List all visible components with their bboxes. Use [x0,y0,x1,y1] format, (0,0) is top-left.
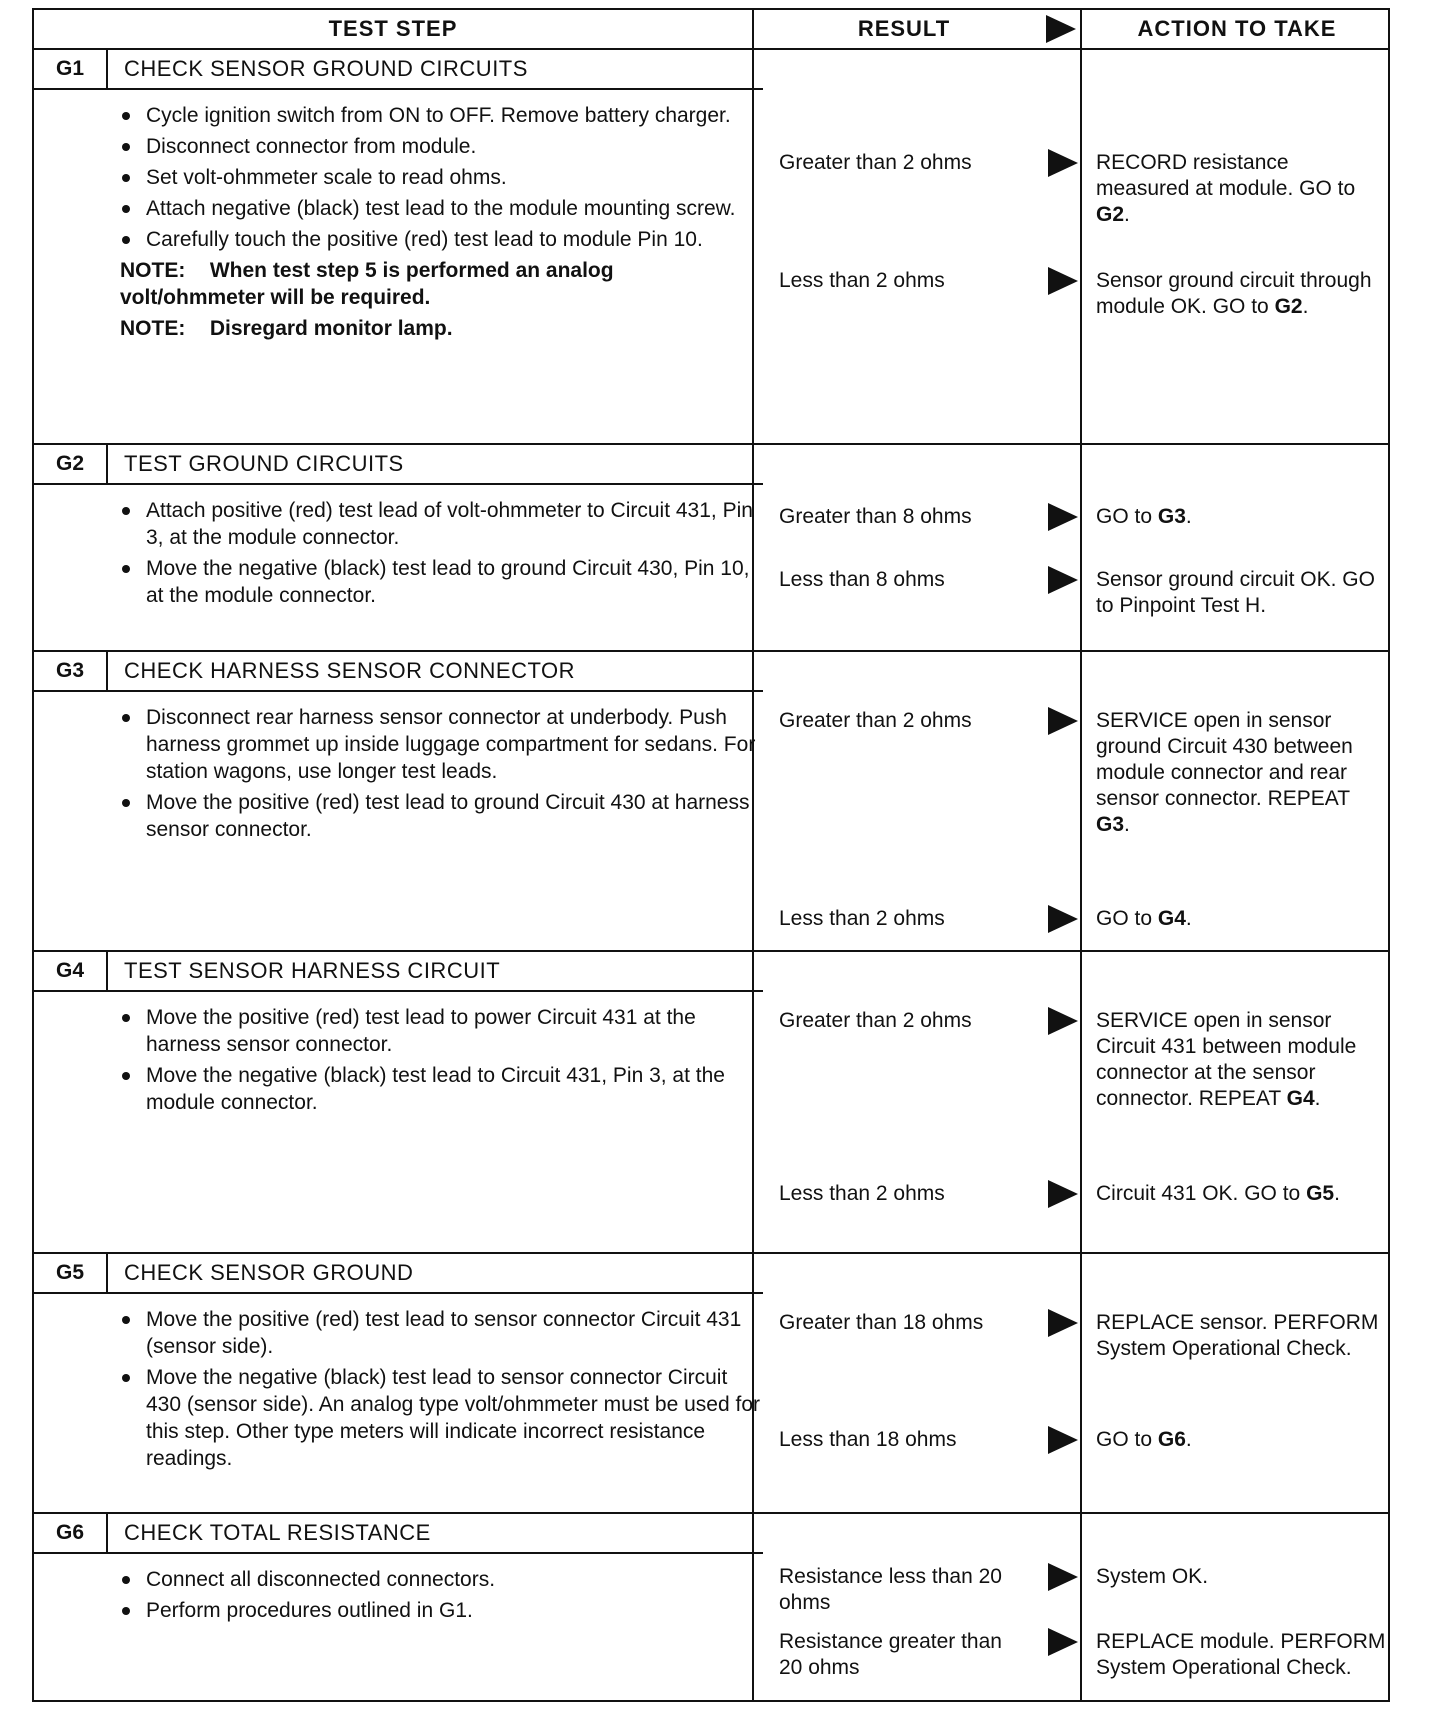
action-text: RECORD resistance measured at module. GO to G2. [1096,151,1356,226]
goto-step: G4 [1286,1087,1315,1110]
result-condition: Greater than 8 ohms [779,505,972,528]
test-section-g3 [34,652,1388,952]
result-condition: Less than 8 ohms [779,568,945,591]
arrow-icon [1048,707,1078,735]
test-section-g4 [34,952,1388,1254]
step-code: G3 [34,652,108,690]
result-condition: Greater than 2 ohms [779,151,972,174]
result-condition: Greater than 2 ohms [779,1009,972,1032]
step-code: G5 [34,1254,108,1292]
step-instructions [120,1306,760,1476]
arrow-icon [1048,267,1078,295]
arrow-icon [1048,1628,1078,1656]
instruction-item: Disconnect rear harness sensor connector at underbody. Push harness grommet up inside luggage compartment for sedans. For station wagons, use longer test leads. [120,704,760,785]
section-heading [34,445,763,485]
instruction-item: Attach negative (black) test lead to the module mounting screw. [120,195,760,222]
step-code: G4 [34,952,108,990]
instruction-item: Set volt-ohmmeter scale to read ohms. [120,164,760,191]
instruction-item: Connect all disconnected connectors. [120,1566,760,1593]
diagnostic-table [32,8,1390,1702]
action-text: SERVICE open in sensor ground Circuit 430 between module connector and rear sensor connector. REPEAT G3. [1096,709,1353,836]
section-heading [34,1254,763,1294]
action-text: SERVICE open in sensor Circuit 431 between module connector at the sensor connector. REPEAT G4. [1096,1009,1357,1110]
step-code: G2 [34,445,108,483]
arrow-icon [1048,1426,1078,1454]
section-heading [34,1514,763,1554]
header-arrow-icon [1046,15,1076,43]
action-text: Sensor ground circuit OK. GO to Pinpoint Test H. [1096,568,1375,617]
action-text: REPLACE module. PERFORM System Operational Check. [1096,1630,1386,1679]
action-text: GO to G6. [1096,1428,1192,1451]
goto-step: G2 [1274,295,1303,318]
section-heading [34,50,763,90]
step-title: CHECK TOTAL RESISTANCE [124,1520,431,1545]
note-label: NOTE: [120,317,186,340]
arrow-icon [1048,566,1078,594]
header-test-step: TEST STEP [328,16,458,41]
arrow-icon [1048,1180,1078,1208]
note-item [120,257,760,311]
step-instructions [120,497,760,613]
goto-step: G3 [1096,813,1125,836]
action-text: GO to G4. [1096,907,1192,930]
step-instructions [120,102,760,346]
arrow-icon [1048,1563,1078,1591]
action-text: GO to G3. [1096,505,1192,528]
instruction-item: Move the positive (red) test lead to ground Circuit 430 at harness sensor connector. [120,789,760,843]
goto-step: G6 [1157,1428,1186,1451]
result-condition: Less than 2 ohms [779,269,945,292]
note-text: Disregard monitor lamp. [204,317,453,340]
instruction-item: Move the negative (black) test lead to Circuit 431, Pin 3, at the module connector. [120,1062,760,1116]
section-heading [34,952,763,992]
step-instructions [120,1004,760,1120]
test-section-g2 [34,445,1388,652]
result-condition: Less than 18 ohms [779,1428,957,1451]
instruction-item: Move the negative (black) test lead to sensor connector Circuit 430 (sensor side). An analog type volt/ohmmeter must be used for this step. Other type meters will indicate incorrect resistance readings. [120,1364,760,1472]
instruction-item: Attach positive (red) test lead of volt-ohmmeter to Circuit 431, Pin 3, at the module connector. [120,497,760,551]
arrow-icon [1048,503,1078,531]
step-title: CHECK SENSOR GROUND [124,1260,414,1285]
result-condition: Resistance less than 20 ohms [779,1565,1002,1614]
note-item [120,315,760,342]
arrow-icon [1048,905,1078,933]
test-section-g1 [34,50,1388,445]
note-text: When test step 5 is performed an analog volt/ohmmeter will be required. [120,259,614,309]
note-label: NOTE: [120,259,186,282]
goto-step: G2 [1096,203,1125,226]
result-condition: Less than 2 ohms [779,1182,945,1205]
table-header [34,10,1388,50]
header-result: RESULT [857,16,951,41]
result-condition: Resistance greater than 20 ohms [779,1630,1002,1679]
result-condition: Greater than 2 ohms [779,709,972,732]
arrow-icon [1048,1309,1078,1337]
action-text: Sensor ground circuit through module OK. GO to G2. [1096,269,1372,318]
instruction-item: Move the positive (red) test lead to power Circuit 431 at the harness sensor connector. [120,1004,760,1058]
arrow-icon [1048,149,1078,177]
step-title: TEST SENSOR HARNESS CIRCUIT [124,958,501,983]
step-instructions [120,1566,760,1628]
instruction-item: Perform procedures outlined in G1. [120,1597,760,1624]
section-heading [34,652,763,692]
result-condition: Less than 2 ohms [779,907,945,930]
instruction-item: Move the negative (black) test lead to ground Circuit 430, Pin 10, at the module connector. [120,555,760,609]
step-title: TEST GROUND CIRCUITS [124,451,404,476]
instruction-item: Move the positive (red) test lead to sensor connector Circuit 431 (sensor side). [120,1306,760,1360]
instruction-item: Cycle ignition switch from ON to OFF. Remove battery charger. [120,102,760,129]
goto-step: G4 [1157,907,1186,930]
action-text: Circuit 431 OK. GO to G5. [1096,1182,1340,1205]
step-code: G6 [34,1514,108,1552]
action-text: System OK. [1096,1565,1209,1588]
step-instructions [120,704,760,847]
step-title: CHECK SENSOR GROUND CIRCUITS [124,56,528,81]
goto-step: G5 [1306,1182,1335,1205]
step-title: CHECK HARNESS SENSOR CONNECTOR [124,658,575,683]
action-text: REPLACE sensor. PERFORM System Operational Check. [1096,1311,1379,1360]
instruction-item: Disconnect connector from module. [120,133,760,160]
header-action: ACTION TO TAKE [1137,16,1337,41]
test-section-g6 [34,1514,1388,1704]
step-code: G1 [34,50,108,88]
test-section-g5 [34,1254,1388,1514]
arrow-icon [1048,1007,1078,1035]
instruction-item: Carefully touch the positive (red) test lead to module Pin 10. [120,226,760,253]
goto-step: G3 [1157,505,1186,528]
result-condition: Greater than 18 ohms [779,1311,984,1334]
